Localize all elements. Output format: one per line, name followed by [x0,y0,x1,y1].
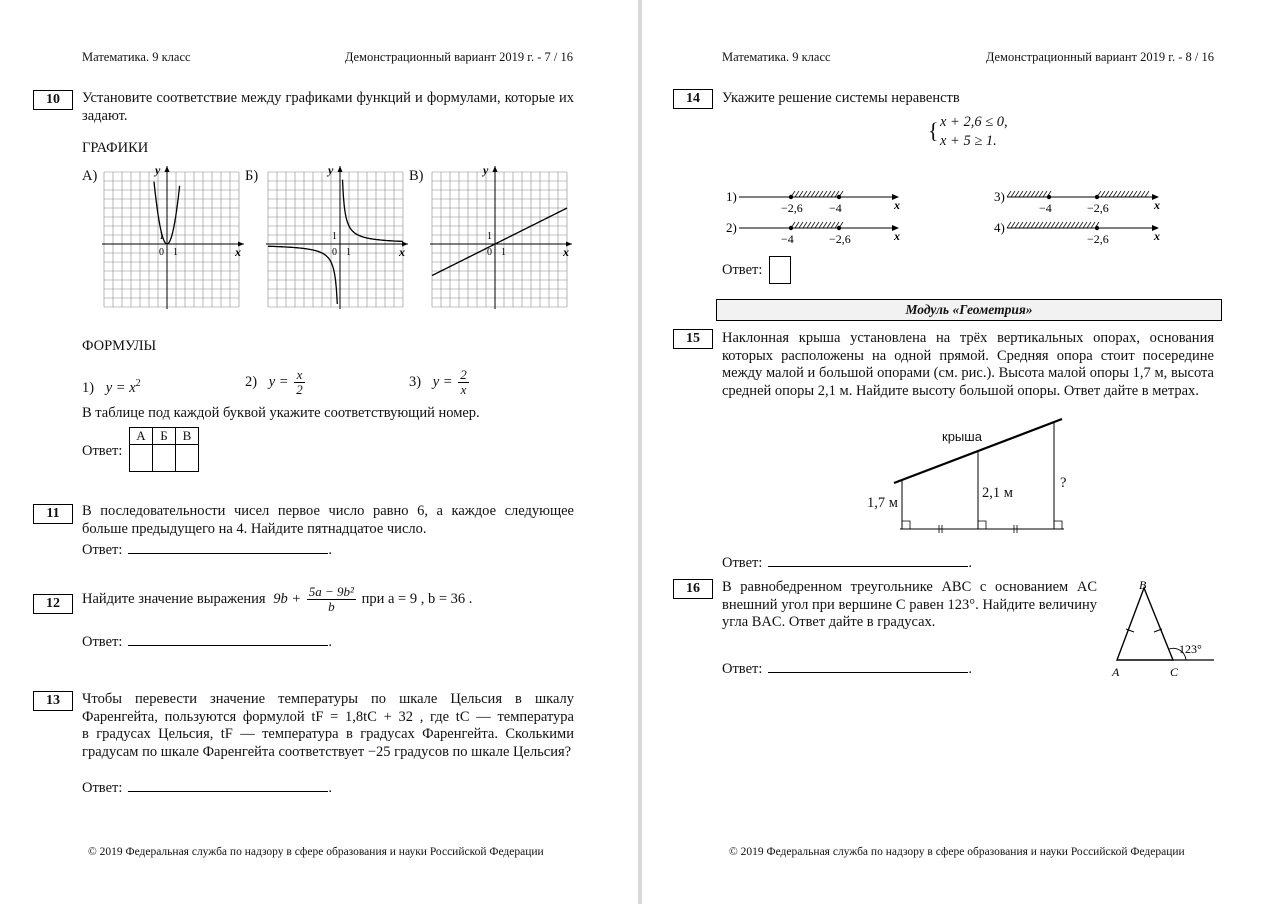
hatch-stroke [1035,191,1039,197]
x-axis-label: x [894,229,900,243]
formula-3-number: 3) [409,373,422,390]
angle-label-123: 123° [1179,642,1202,656]
hatch-stroke [1087,222,1091,228]
formula-2-lhs: y = [268,373,289,390]
q14-text: Укажите решение системы неравенств [722,90,960,106]
hatch-stroke [803,191,807,197]
y-axis-arrow [338,166,343,172]
q12-answer-line[interactable] [128,633,328,646]
hatch-stroke [799,222,803,228]
formula-2 [245,368,307,397]
x-axis-label: x [894,198,900,212]
q12-expression-term: 9b + [273,590,302,607]
point-marker [1095,226,1099,230]
q14-number-line-options [717,180,1160,252]
formula-2-number: 2) [245,373,258,390]
header-variant: Демонстрационный вариант 2019 г. - 7 / 16 [344,50,573,64]
point-label: −2,6 [1087,201,1109,215]
hatch-stroke [1015,222,1019,228]
hatch-stroke [1043,222,1047,228]
hatch-stroke [799,191,803,197]
graph-label-a: А) [82,168,98,184]
y-axis-label: y [328,163,334,177]
answer-table-header-c: В [176,428,199,445]
hatch-stroke [815,191,819,197]
hatch-stroke [1019,191,1023,197]
q12-fraction: $\frac{\text{5a − 9b²}}{b}$ [308,584,354,614]
q16-answer: Ответ: . [722,661,972,677]
y-tick-one: 1 [487,231,492,242]
vertex-label-c: C [1170,665,1179,679]
question-number-10: 10 [33,90,73,110]
hatch-stroke [1027,191,1031,197]
graph-c-line [424,162,576,314]
hatch-stroke [1031,222,1035,228]
q12-answer: Ответ: . [82,634,332,650]
right-angle-mark-3 [1054,521,1062,529]
module-title: Модуль «Геометрия» [716,299,1222,321]
hatch-stroke [831,222,835,228]
q13-line-2: Фаренгейта, пользуются формулой tF = 1,8tC + 32 , где tC — температура [82,708,574,725]
q10-answer-table [129,427,199,472]
hatch-stroke [811,222,815,228]
hatch-stroke [1125,191,1129,197]
header-subject: Математика. 9 класс [82,50,191,64]
hatch-stroke [1039,222,1043,228]
header-variant: Демонстрационный вариант 2019 г. - 8 / 16 [985,50,1214,64]
hatch-stroke [1011,222,1015,228]
answer-cell-b[interactable] [153,445,176,472]
hatch-stroke [1047,222,1051,228]
graph-b-hyperbola [260,162,412,314]
formula-1-body: y = x [105,379,136,396]
x-axis-label: x [235,245,241,259]
question-number-13: 13 [33,691,73,711]
origin-label: 0 [332,247,337,258]
q11-text: В последовательности чисел первое число равно 6, а каждое следующее больше предыдущего на 4. Найдите пятнадцатое число. [82,503,574,537]
hatch-stroke [807,222,811,228]
answer-table-header-b: Б [153,428,176,445]
q13-line-4: градусам по шкале Фаренгейта соответствует −25 градусов по шкале Цельсия? [82,743,572,760]
point-label: −4 [1039,201,1052,215]
hatch-stroke [819,191,823,197]
hatch-stroke [811,191,815,197]
middle-support-label: 2,1 м [982,485,1013,501]
formula-3-lhs: y = [432,373,453,390]
q12-text [82,585,472,614]
q13-answer-line[interactable] [128,779,328,792]
point-label: −4 [781,232,794,246]
hatch-stroke [827,191,831,197]
q13-answer-label: Ответ: [82,780,123,796]
footer-copyright: © 2019 Федеральная служба по надзору в сфере образования и науки Российской Федерации [88,846,544,858]
question-number-15: 15 [673,329,713,349]
roof-label: крыша [942,429,982,444]
q10-answer-label: Ответ: [82,443,123,459]
answer-cell-c[interactable] [176,445,199,472]
y-axis-arrow [165,166,170,172]
q15-answer: Ответ: . [722,555,972,571]
y-tick-one: 1 [332,231,337,242]
vertex-label-b: B [1139,578,1147,592]
graph-a-parabola [96,162,248,314]
hatch-stroke [803,222,807,228]
point-marker [1047,195,1051,199]
q13-text [82,691,574,761]
hatch-stroke [823,222,827,228]
right-angle-mark-2 [978,521,986,529]
x-axis-label: x [399,245,405,259]
x-tick-one: 1 [173,247,178,258]
hatch-stroke [1023,191,1027,197]
question-number-14: 14 [673,89,713,109]
question-number-11: 11 [33,504,73,524]
hatch-stroke [795,222,799,228]
hyperbola-curve [268,246,337,304]
formula-1-number: 1) [82,379,95,396]
hatch-stroke [1145,191,1149,197]
hatch-stroke [1141,191,1145,197]
hatch-stroke [1137,191,1141,197]
point-marker [789,195,793,199]
answer-table-header-a: А [130,428,153,445]
q15-answer-label: Ответ: [722,555,763,571]
graph-label-c: В) [409,168,424,184]
formulas-title: ФОРМУЛЫ [82,338,157,354]
y-tick-one: 1 [159,231,164,242]
option-number-3: 3) [994,189,1005,204]
point-marker [837,195,841,199]
right-page [642,0,1280,904]
hatch-stroke [1129,191,1133,197]
q12-suffix: при a = 9 , b = 36 . [361,590,473,607]
q13-answer: Ответ: . [82,780,332,796]
option-number-1: 1) [726,189,737,204]
hatch-stroke [1117,191,1121,197]
formula-2-fraction: $\frac{x}{2}$ [296,367,303,397]
origin-label: 0 [487,247,492,258]
answer-cell-a[interactable] [130,445,153,472]
graphs-title: ГРАФИКИ [82,140,149,156]
right-angle-mark-1 [902,521,910,529]
hatch-stroke [1113,191,1117,197]
hatch-stroke [1083,222,1087,228]
q14-answer-label: Ответ: [722,262,763,278]
hatch-stroke [1105,191,1109,197]
hatch-stroke [1075,222,1079,228]
hatch-stroke [823,191,827,197]
q11-answer: Ответ: . [82,542,332,558]
formula-3-fraction: $\frac{2}{x}$ [460,367,467,397]
hatch-stroke [1007,191,1011,197]
point-label: −2,6 [1087,232,1109,246]
hatch-stroke [795,191,799,197]
vertex-label-a: A [1112,665,1120,679]
q14-answer-box[interactable] [769,256,791,284]
hatch-stroke [1039,191,1043,197]
hatch-stroke [1023,222,1027,228]
q13-line-3: в градусах Цельсия, tF — температура в градусах Фаренгейта. Сколькими [82,726,574,742]
hatch-stroke [1027,222,1031,228]
y-axis-label: y [155,163,161,177]
q16-text: В равнобедренном треугольнике ABC с основанием AC внешний угол при вершине C равен 123°. Найдите величину угла BAC. Ответ дайте в градусах. [722,579,1097,630]
hatch-stroke [819,222,823,228]
formula-1 [82,375,141,397]
hatch-stroke [1055,222,1059,228]
hatch-stroke [1043,191,1047,197]
system-brace: { [928,118,939,143]
hatch-stroke [1091,222,1095,228]
y-axis-label: y [483,163,489,177]
point-label: −2,6 [829,232,851,246]
x-axis-label: x [1154,229,1160,243]
question-number-12: 12 [33,594,73,614]
q11-answer-line[interactable] [128,541,328,554]
q16-answer-label: Ответ: [722,661,763,677]
left-page [0,0,638,904]
hatch-stroke [815,222,819,228]
formula-3 [409,368,471,397]
point-marker [789,226,793,230]
hatch-stroke [1079,222,1083,228]
q12-prefix: Найдите значение выражения [82,590,266,607]
triangle-figure [1108,576,1220,682]
hatch-stroke [827,222,831,228]
hatch-stroke [1109,191,1113,197]
q10-text: Установите соответствие между графиками функций и формулами, которые их задают. [82,90,574,124]
q13-line-1: Чтобы перевести значение температуры по шкале Цельсия в шкалу [82,691,574,707]
header-subject: Математика. 9 класс [722,50,831,64]
hatch-stroke [1101,191,1105,197]
q11-answer-label: Ответ: [82,542,123,558]
option-number-2: 2) [726,220,737,235]
x-axis-label: x [563,245,569,259]
hatch-stroke [1133,191,1137,197]
x-tick-one: 1 [501,247,506,258]
hatch-stroke [1063,222,1067,228]
y-axis-arrow [493,166,498,172]
point-label: −2,6 [781,201,803,215]
triangle-abc [1117,588,1173,660]
q15-answer-line[interactable] [768,554,968,567]
origin-label: 0 [159,247,164,258]
hatch-stroke [1051,222,1055,228]
inequality-1: x + 2,6 ≤ 0, [940,114,1008,130]
small-support-label: 1,7 м [867,495,898,511]
point-marker [1095,195,1099,199]
option-number-4: 4) [994,220,1005,235]
x-axis-label: x [1154,198,1160,212]
hatch-stroke [1121,191,1125,197]
graph-label-b: Б) [245,168,259,184]
big-support-label: ? [1060,475,1067,491]
hatch-stroke [1015,191,1019,197]
hatch-stroke [807,191,811,197]
table-instruction: В таблице под каждой буквой укажите соответствующий номер. [82,405,480,421]
hatch-stroke [1035,222,1039,228]
hatch-stroke [1031,191,1035,197]
question-number-16: 16 [673,579,713,599]
q16-answer-line[interactable] [768,660,968,673]
hatch-stroke [1019,222,1023,228]
footer-copyright: © 2019 Федеральная служба по надзору в сфере образования и науки Российской Федерации [729,846,1185,858]
hatch-stroke [831,191,835,197]
hatch-stroke [1007,222,1011,228]
hatch-stroke [1011,191,1015,197]
q12-answer-label: Ответ: [82,634,123,650]
point-marker [837,226,841,230]
line-graph [432,208,567,276]
point-label: −4 [829,201,842,215]
inequality-2: x + 5 ≥ 1. [940,133,997,149]
hatch-stroke [1059,222,1063,228]
formula-1-exponent: 2 [135,378,141,389]
x-tick-one: 1 [346,247,351,258]
q15-text: Наклонная крыша установлена на трёх вертикальных опорах, основания которых расположены на одной прямой. Средняя опора стоит посередине между малой и большой опорами (см. рис.). Высота малой опоры 1,7 м, высота средней опоры 2,1 м. Найдите высоту большой опоры. Ответ дайте в метрах. [722,330,1214,399]
hatch-stroke [1067,222,1071,228]
hatch-stroke [1071,222,1075,228]
